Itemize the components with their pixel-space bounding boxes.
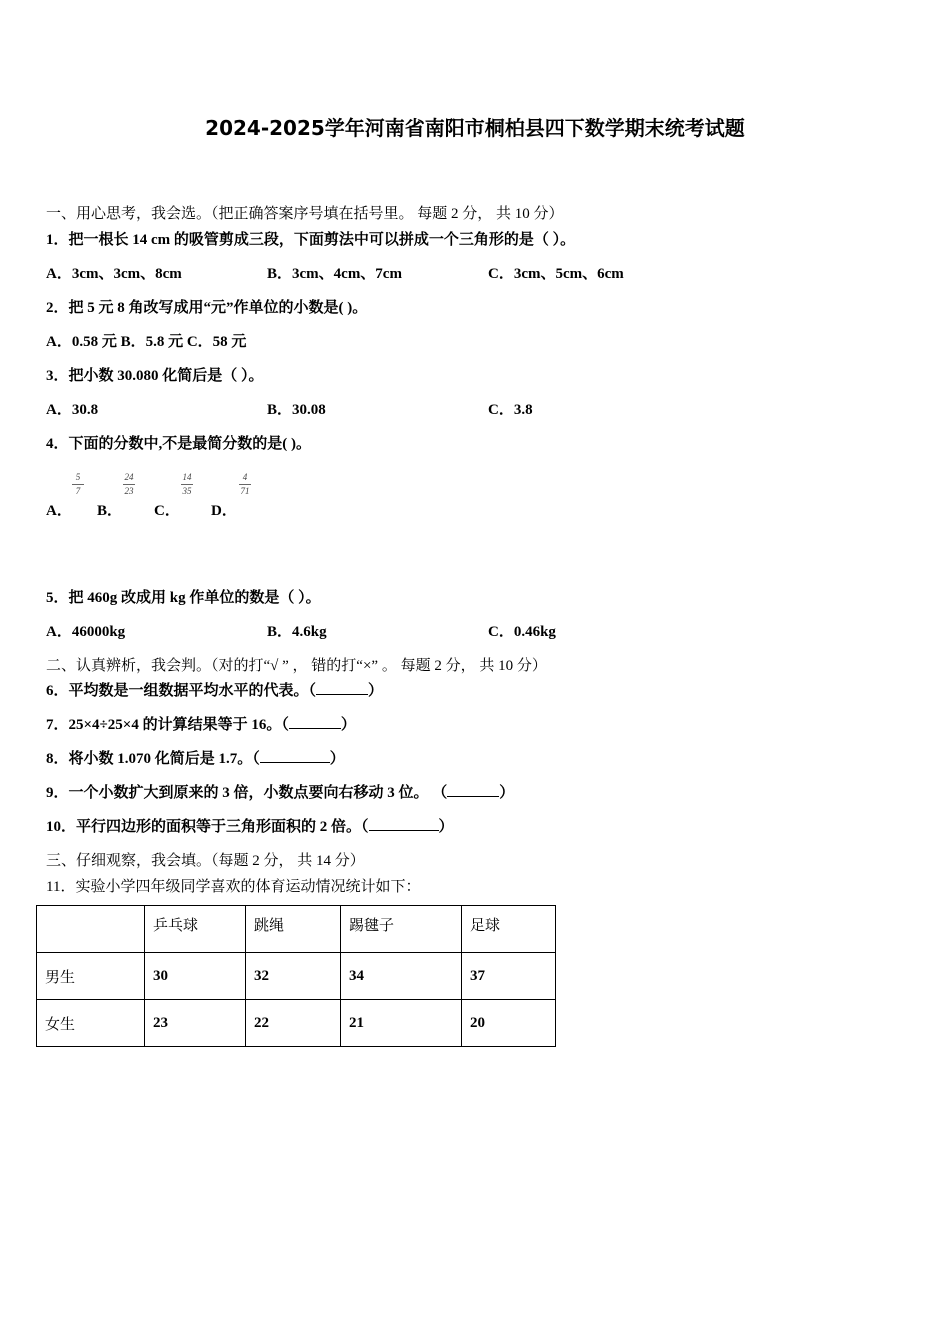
q5-option-b: B．4.6kg: [267, 624, 327, 640]
table-header-cell: [37, 906, 145, 953]
question-8-text: 8．将小数 1.070 化简后是 1.7。（: [46, 751, 260, 767]
q1-option-c: C．3cm、5cm、6cm: [488, 266, 624, 282]
q4-label-c: C．: [154, 503, 180, 519]
sports-stats-table: [36, 905, 556, 1047]
table-row: [37, 953, 556, 1000]
table-cell: 30: [145, 953, 246, 1000]
table-cell: 21: [341, 1000, 462, 1047]
table-cell: 32: [246, 953, 341, 1000]
table-cell: 22: [246, 1000, 341, 1047]
q4-label-b: B．: [97, 503, 123, 519]
question-7-text: 7．25×4÷25×4 的计算结果等于 16。（: [46, 717, 289, 733]
table-header-cell: 足球: [462, 906, 556, 953]
q2-options: A．0.58 元 B．5.8 元 C．58 元: [46, 334, 247, 350]
answer-blank-7[interactable]: [289, 728, 341, 729]
q4-fraction-b: 24 23: [124, 472, 134, 496]
table-cell: 37: [462, 953, 556, 1000]
question-3: 3．把小数 30.080 化简后是（ ）。: [46, 368, 264, 384]
question-11: 11．实验小学四年级同学喜欢的体育运动情况统计如下：: [46, 879, 421, 895]
q5-option-c: C．0.46kg: [488, 624, 556, 640]
table-header-cell: 乒乓球: [145, 906, 246, 953]
answer-blank-6[interactable]: [316, 694, 368, 695]
page-title: 2024-2025学年河南省南阳市桐柏县四下数学期末统考试题: [205, 116, 745, 140]
q4-label-a: A．: [46, 503, 72, 519]
question-10-text: 10．平行四边形的面积等于三角形面积的 2 倍。（: [46, 819, 369, 835]
q3-option-b: B．30.08: [267, 402, 326, 418]
table-row-label: 女生: [37, 1000, 145, 1047]
question-9: [46, 781, 514, 802]
question-6-close: ）: [368, 683, 384, 699]
question-8: [46, 747, 345, 768]
q1-option-a: A．3cm、3cm、8cm: [46, 266, 182, 282]
answer-blank-10[interactable]: [369, 830, 439, 831]
answer-blank-9[interactable]: [447, 796, 499, 797]
q4-label-d: D．: [211, 503, 237, 519]
table-header-cell: 跳绳: [246, 906, 341, 953]
question-9-close: ）: [499, 785, 515, 801]
q1-option-b: B．3cm、4cm、7cm: [267, 266, 402, 282]
table-header-cell: 踢毽子: [341, 906, 462, 953]
question-9-text: 9．一个小数扩大到原来的 3 倍，小数点要向右移动 3 位。 （: [46, 785, 448, 801]
table-row-label: 男生: [37, 953, 145, 1000]
table-header-row: [37, 906, 556, 953]
question-1: 1．把一根长 14 cm 的吸管剪成三段，下面剪法中可以拼成一个三角形的是（ ）。: [46, 232, 576, 248]
table-cell: 34: [341, 953, 462, 1000]
section-2-heading: 二、认真辨析，我会判。（对的打“√ ” ， 错的打“×” 。 每题 2 分， 共 10 分）: [46, 658, 547, 674]
table-cell: 23: [145, 1000, 246, 1047]
question-7-close: ）: [340, 717, 356, 733]
question-6-text: 6．平均数是一组数据平均水平的代表。（: [46, 683, 317, 699]
q4-fraction-c: 14 35: [182, 472, 192, 496]
q5-option-a: A．46000kg: [46, 624, 126, 640]
question-10-close: ）: [438, 819, 454, 835]
q4-fraction-d: 4 71: [240, 472, 250, 496]
q3-option-c: C．3.8: [488, 402, 533, 418]
question-4: 4．下面的分数中,不是最简分数的是( )。: [46, 436, 311, 452]
question-8-close: ）: [329, 751, 345, 767]
answer-blank-8[interactable]: [260, 762, 330, 763]
question-2: 2．把 5 元 8 角改写成用“元”作单位的小数是( )。: [46, 300, 368, 316]
section-1-heading: 一、用心思考，我会选。（把正确答案序号填在括号里。 每题 2 分， 共 10 分）: [46, 206, 564, 222]
q3-option-a: A．30.8: [46, 402, 99, 418]
question-7: [46, 713, 356, 734]
table-cell: 20: [462, 1000, 556, 1047]
question-10: [46, 815, 454, 836]
question-6: [46, 679, 383, 700]
table-row: [37, 1000, 556, 1047]
q4-fraction-a: 5 7: [72, 472, 84, 497]
question-5: 5．把 460g 改成用 kg 作单位的数是（ ）。: [46, 590, 321, 606]
section-3-heading: 三、仔细观察，我会填。（每题 2 分， 共 14 分）: [46, 853, 365, 869]
